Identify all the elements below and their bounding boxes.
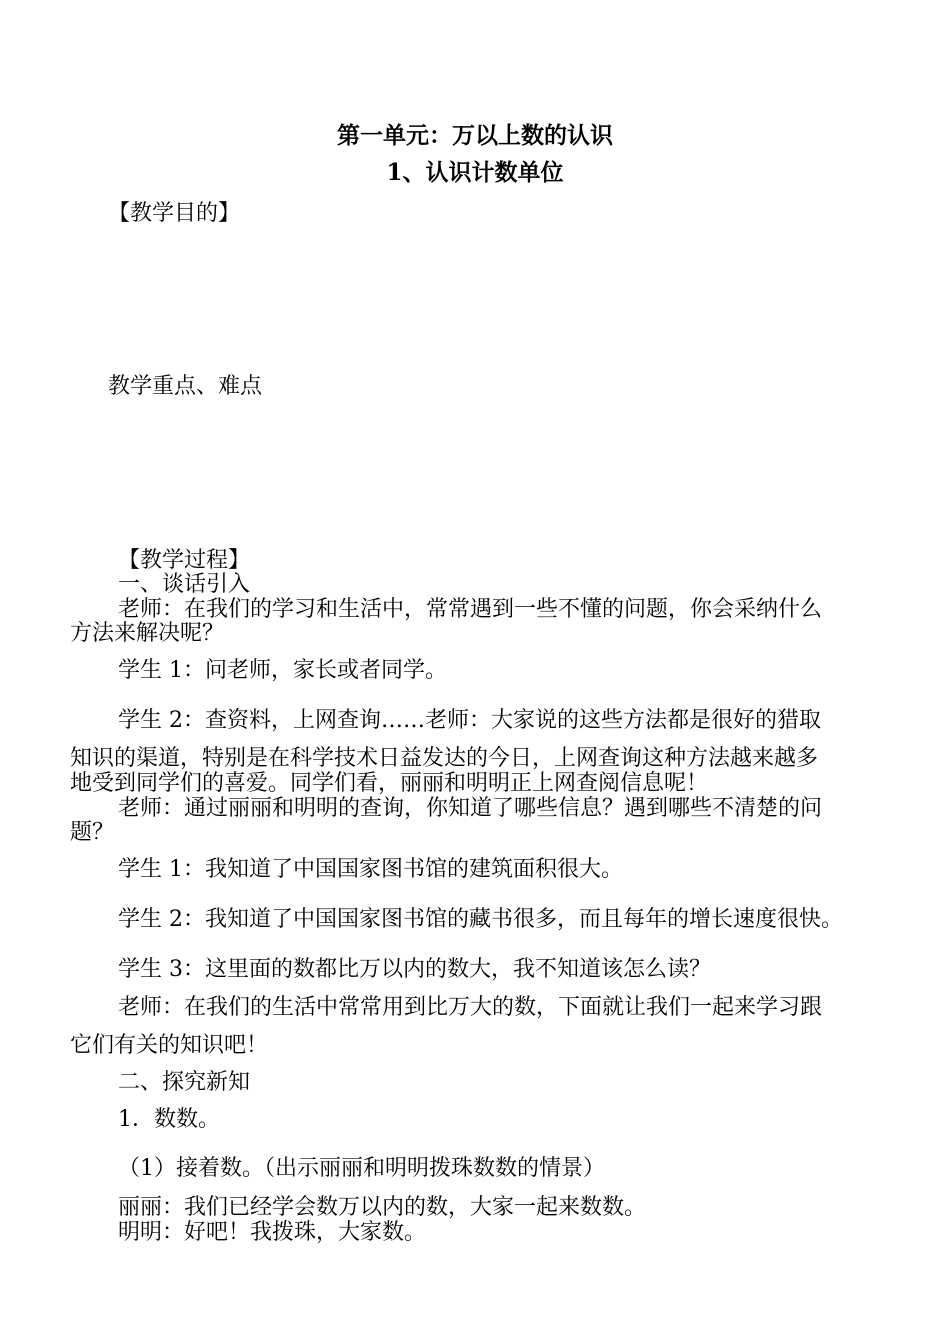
paragraph-line: 学生 1：问老师，家长或者同学。: [118, 658, 447, 683]
item-1-1: （1）接着数。（出示丽丽和明明拨珠数数的情景）: [118, 1156, 605, 1181]
paragraph-line: 地受到同学们的喜爱。同学们看，丽丽和明明正上网查阅信息呢！: [70, 771, 709, 796]
paragraph-line: 学生 2：查资料，上网查询……老师：大家说的这些方法都是很好的猎取: [118, 708, 821, 733]
item-1: 1．数数。: [118, 1107, 220, 1132]
process-heading: 【教学过程】: [118, 548, 251, 573]
goal-heading: 【教学目的】: [108, 201, 241, 226]
paragraph-line: 方法来解决呢？: [70, 621, 225, 646]
document-subtitle: 1、认识计数单位: [386, 159, 564, 186]
paragraph-line: 学生 1：我知道了中国国家图书馆的建筑面积很大。: [118, 857, 623, 882]
dialog-line-lili: 丽丽：我们已经学会数万以内的数，大家一起来数数。: [118, 1195, 647, 1220]
paragraph-line: 它们有关的知识吧！: [70, 1033, 269, 1058]
section1-heading: 一、谈话引入: [118, 572, 251, 597]
paragraph-line: 学生 3：这里面的数都比万以内的数大，我不知道该怎么读？: [118, 957, 711, 982]
paragraph-line: 老师：在我们的学习和生活中，常常遇到一些不懂的问题，你会采纳什么: [118, 597, 823, 622]
paragraph-line: 知识的渠道，特别是在科学技术日益发达的今日，上网查询这种方法越来越多: [70, 746, 819, 771]
paragraph-line: 老师：通过丽丽和明明的查询，你知道了哪些信息？遇到哪些不清楚的问: [118, 796, 823, 821]
paragraph-line: 老师：在我们的生活中常常用到比万大的数，下面就让我们一起来学习跟: [118, 995, 823, 1020]
paragraph-line: 学生 2：我知道了中国国家图书馆的藏书很多，而且每年的增长速度很快。: [118, 907, 843, 932]
dialog-line-mingming: 明明：好吧！我拨珠，大家数。: [118, 1220, 427, 1245]
paragraph-line: 题？: [70, 820, 115, 845]
document-title: 第一单元：万以上数的认识: [337, 122, 613, 149]
key-points-heading: 教学重点、难点: [108, 374, 263, 399]
section2-heading: 二、探究新知: [118, 1070, 251, 1095]
